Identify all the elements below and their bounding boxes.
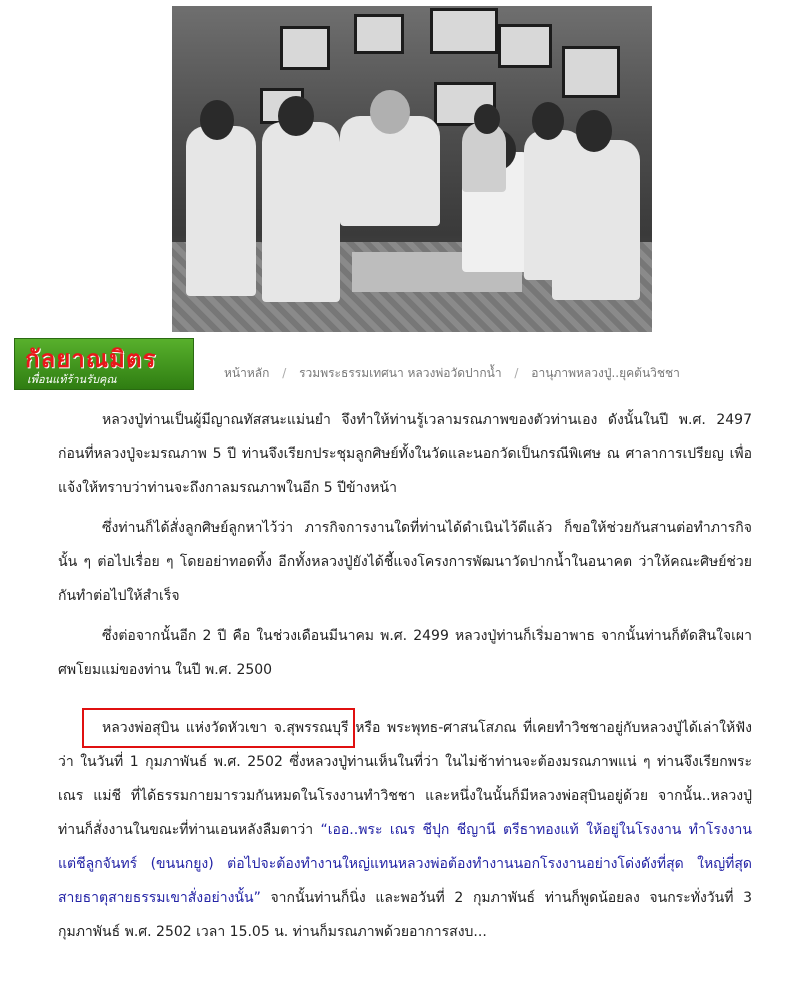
site-logo[interactable] bbox=[14, 338, 194, 390]
article-paragraph-3: ซึ่งต่อจากนั้นอีก 2 ปี คือ ในช่วงเดือนมีนาคม พ.ศ. 2499 หลวงปู่ท่านก็เริ่มอาพาธ จากนั้นท่านก็ตัดสินใจเผาศพโยมแม่ของท่าน ในปี พ.ศ. 2500 bbox=[58, 628, 752, 678]
breadcrumb-home-link[interactable]: หน้าหลัก bbox=[224, 366, 270, 380]
article-photo bbox=[172, 6, 652, 332]
breadcrumb bbox=[224, 364, 680, 383]
article-paragraph-4 bbox=[58, 711, 752, 949]
logo-title: กัลยาณมิตร bbox=[25, 345, 157, 373]
breadcrumb-separator: / bbox=[514, 366, 519, 380]
quoted-speech: “เออ..พระ เณร ชีปุก ชีญานี ตรีธาทองแท้ ให้อยู่ในโรงงาน ทำโรงงาน แต่ชีลูกจันทร์ (ขนนกยูง) ต่อไปจะต้องทำงานใหญ่แทนหลวงพ่อต้องทำงานนอกโรงงานอย่างโด่งดังที่สุด ใหญ่ที่สุด สายธาตุสายธรรมเขาสั่งอย่างนั้น” bbox=[58, 822, 752, 906]
article-paragraph-2: ซึ่งท่านก็ได้สั่งลูกศิษย์ลูกหาไว้ว่า ภารกิจการงานใดที่ท่านได้ดำเนินไว้ดีแล้ว ก็ขอให้ช่วยกันสานต่อทำภารกิจนั้น ๆ ต่อไปเรื่อย ๆ โดยอย่าทอดทิ้ง อีกทั้งหลวงปู่ยังได้ชี้แจงโครงการพัฒนาวัดปากน้ำในอนาคต ว่าให้คณะศิษย์ช่วยกันทำต่อไปให้สำเร็จ bbox=[58, 520, 752, 604]
logo-tagline: เพื่อนแท้ร้านรับคุณ bbox=[27, 373, 117, 386]
paragraph-4-body: หรือ พระพุทธ-ศาสนโสภณ ที่เคยทำวิชชาอยู่กับหลวงปู่ได้เล่าให้ฟังว่า ในวันที่ 1 กุมภาพันธ์ พ.ศ. 2502 ซึ่งหลวงปู่ท่านเห็นในที่ว่า ในไม่ช้าท่านจะต้องมรณภาพแน่ ๆ ท่านจึงเรียกพระ เณร แม่ชี ที่ได้ธรรมกายมารวมกันหมดในโรงงานทำวิชชา และหนึ่งในนั้นก็มีหลวงพ่อสุบินอยู่ด้วย จากนั้น..หลวงปู่ท่านก็สั่งงานในขณะที่ท่านเอนหลังลืมตาว่า bbox=[58, 720, 752, 838]
breadcrumb-current-page[interactable]: อานุภาพหลวงปู่..ยุคต้นวิชชา bbox=[531, 366, 680, 380]
article-body bbox=[58, 400, 752, 949]
breadcrumb-separator: / bbox=[282, 366, 287, 380]
highlighted-name: หลวงพ่อสุบิน แห่งวัดหัวเขา จ.สุพรรณบุรี bbox=[102, 720, 349, 736]
paragraph-4-ending: จากนั้นท่านก็นิ่ง และพอวันที่ 2 กุมภาพันธ์ ท่านก็พูดน้อยลง จนกระทั่งวันที่ 3 กุมภาพันธ์ พ.ศ. 2502 เวลา 15.05 น. ท่านก็มรณภาพด้วยอาการสงบ... bbox=[58, 890, 752, 940]
article-paragraph-1: หลวงปู่ท่านเป็นผู้มีญาณทัสสนะแม่นยำ จึงทำให้ท่านรู้เวลามรณภาพของตัวท่านเอง ดังนั้นในปี พ.ศ. 2497 ก่อนที่หลวงปู่จะมรณภาพ 5 ปี ท่านจึงเรียกประชุมลูกศิษย์ทั้งในวัดและนอกวัดเป็นกรณีพิเศษ ณ ศาลาการเปรียญ เพื่อแจ้งให้ทราบว่าท่านจะถึงกาลมรณภาพในอีก 5 ปีข้างหน้า bbox=[58, 412, 752, 496]
breadcrumb-category-link[interactable]: รวมพระธรรมเทศนา หลวงพ่อวัดปากน้ำ bbox=[299, 366, 502, 380]
